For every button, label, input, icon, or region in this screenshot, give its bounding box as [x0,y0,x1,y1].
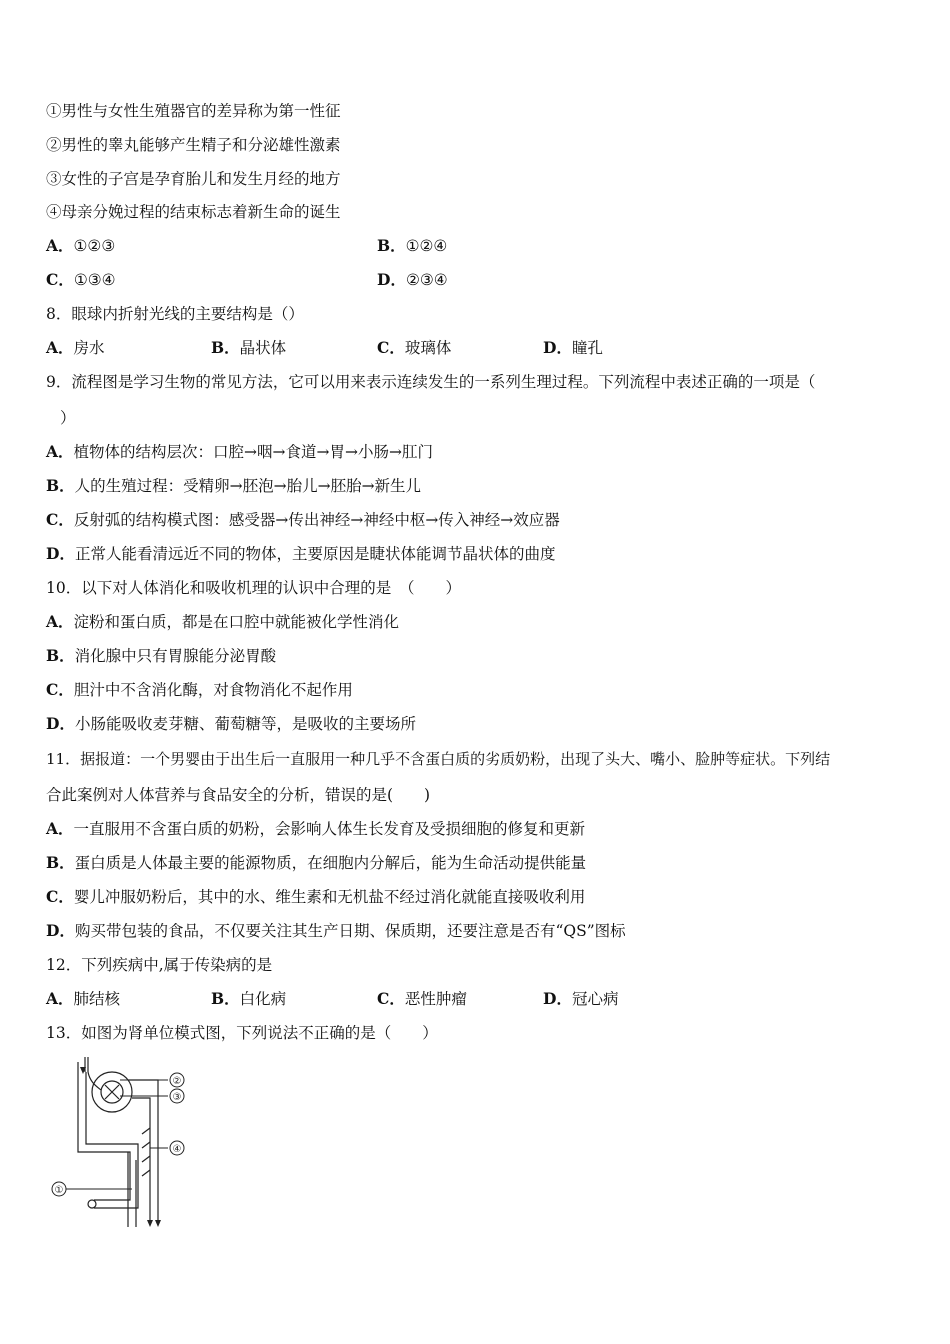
q11-stem-cont: 合此案例对人体营养与食品安全的分析，错误的是( ) [46,786,431,804]
q10-option-a[interactable] [46,612,399,632]
q9-stem: 9．流程图是学习生物的常见方法，它可以用来表示连续发生的一系列生理过程。下列流程中表述正确的一项是（ [46,373,816,391]
q7-option-c[interactable] [46,270,116,290]
option-letter: A． [46,612,74,631]
option-text: ①②④ [405,237,448,255]
option-letter: C． [46,887,74,906]
option-letter: A． [46,236,74,255]
option-text: 反射弧的结构模式图：感受器→传出神经→神经中枢→传入神经→效应器 [73,511,560,529]
option-letter: B． [46,646,75,665]
q12-option-d[interactable] [543,989,618,1009]
option-letter: D． [46,714,75,733]
q11-option-c[interactable] [46,887,585,907]
q8-option-d[interactable] [543,338,603,358]
option-letter: C． [377,338,405,357]
option-text: 白化病 [239,990,287,1008]
q8-option-b[interactable] [211,338,286,358]
option-letter: D． [543,338,572,357]
statement-1: ①男性与女性生殖器官的差异称为第一性征 [46,102,341,120]
option-letter: D． [377,270,406,289]
q10-option-c[interactable] [46,680,353,700]
q9-stem-close: ） [60,409,76,427]
q10-option-b[interactable] [46,646,276,666]
label-2: ② [172,1076,182,1087]
option-text: 婴儿冲服奶粉后，其中的水、维生素和无机盐不经过消化就能直接吸收利用 [73,888,586,906]
q7-option-b[interactable] [377,236,447,256]
option-letter: D． [46,921,75,940]
q9-option-d[interactable] [46,544,555,564]
q9-option-a[interactable] [46,442,433,462]
nephron-diagram [50,1052,200,1232]
q10-stem: 10．以下对人体消化和吸收机理的认识中合理的是 （ ） [46,579,461,597]
statement-2: ②男性的睾丸能够产生精子和分泌雄性激素 [46,136,341,154]
q10-option-d[interactable] [46,714,416,734]
option-letter: A． [46,819,74,838]
option-letter: A． [46,442,74,461]
option-letter: B． [46,476,75,495]
statement-3: ③女性的子宫是孕育胎儿和发生月经的地方 [46,170,341,188]
option-letter: A． [46,989,74,1008]
q9-option-b[interactable] [46,476,421,496]
q11-option-a[interactable] [46,819,585,839]
option-letter: B． [211,338,240,357]
q11-stem: 11．据报道：一个男婴由于出生后一直服用一种几乎不含蛋白质的劣质奶粉，出现了头大、嘴小、脸肿等症状。下列结 [46,750,831,768]
q12-option-b[interactable] [211,989,286,1009]
q9-option-c[interactable] [46,510,560,530]
option-text: 淀粉和蛋白质，都是在口腔中就能被化学性消化 [73,613,400,631]
option-text: 正常人能看清远近不同的物体，主要原因是睫状体能调节晶状体的曲度 [74,545,556,563]
option-text: 人的生殖过程：受精卵→胚泡→胎儿→胚胎→新生儿 [74,477,422,495]
option-text: 胆汁中不含消化酶，对食物消化不起作用 [73,681,353,699]
option-text: 冠心病 [571,990,619,1008]
option-letter: B． [46,853,75,872]
q12-stem: 12．下列疾病中,属于传染病的是 [46,956,273,974]
option-letter: C． [46,680,74,699]
option-letter: B． [211,989,240,1008]
option-text: 肺结核 [73,990,121,1008]
option-text: 蛋白质是人体最主要的能源物质，在细胞内分解后，能为生命活动提供能量 [74,854,587,872]
option-letter: C． [377,989,405,1008]
statement-4: ④母亲分娩过程的结束标志着新生命的诞生 [46,203,341,221]
q13-stem: 13．如图为肾单位模式图，下列说法不正确的是（ ） [46,1024,438,1042]
option-letter: C． [46,270,74,289]
option-text: 植物体的结构层次：口腔→咽→食道→胃→小肠→肛门 [73,443,433,461]
option-text: 瞳孔 [571,339,603,357]
option-text: 玻璃体 [404,339,452,357]
option-text: 购买带包装的食品，不仅要关注其生产日期、保质期，还要注意是否有“QS”图标 [74,922,626,940]
option-letter: D． [543,989,572,1008]
option-text: 小肠能吸收麦芽糖、葡萄糖等，是吸收的主要场所 [74,715,416,733]
q12-option-c[interactable] [377,989,467,1009]
option-letter: B． [377,236,406,255]
option-text: 房水 [73,339,105,357]
option-text: ②③④ [405,271,448,289]
q8-option-a[interactable] [46,338,105,358]
label-1: ① [54,1185,64,1196]
option-text: ①②③ [73,237,116,255]
q11-option-d[interactable] [46,921,626,941]
label-3: ③ [172,1092,182,1103]
option-text: 一直服用不含蛋白质的奶粉，会影响人体生长发育及受损细胞的修复和更新 [73,820,586,838]
q7-option-d[interactable] [377,270,448,290]
option-letter: D． [46,544,75,563]
option-letter: C． [46,510,74,529]
option-text: 晶状体 [239,339,287,357]
q8-stem: 8．眼球内折射光线的主要结构是（） [46,305,304,323]
q12-option-a[interactable] [46,989,120,1009]
option-letter: A． [46,338,74,357]
option-text: 恶性肿瘤 [404,990,467,1008]
label-4: ④ [172,1144,182,1155]
q11-option-b[interactable] [46,853,586,873]
option-text: ①③④ [73,271,116,289]
q8-option-c[interactable] [377,338,451,358]
q7-option-a[interactable] [46,236,115,256]
option-text: 消化腺中只有胃腺能分泌胃酸 [74,647,277,665]
